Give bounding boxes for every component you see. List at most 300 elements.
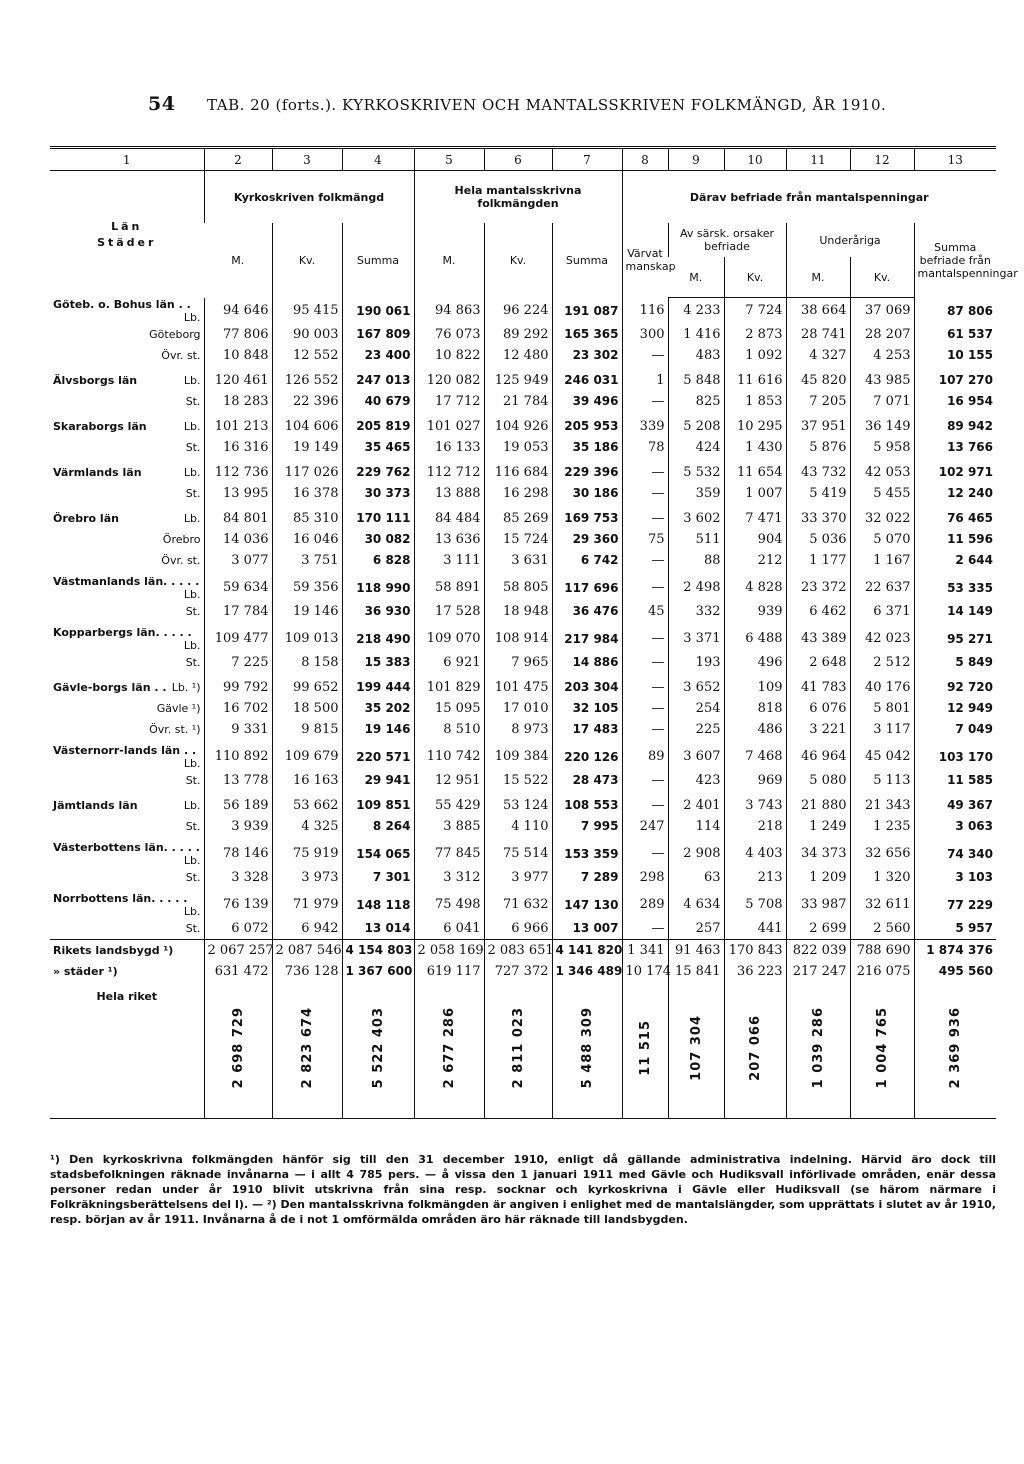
table-cell: 6 371 [850, 601, 914, 622]
row-sub-label: Lb. [183, 798, 201, 812]
table-row [50, 795, 996, 816]
table-cell: 4 828 [724, 575, 786, 601]
table-cell: 8 264 [342, 816, 414, 837]
row-label [50, 601, 204, 622]
table-cell: 298 [622, 867, 668, 888]
table-cell: 6 828 [342, 550, 414, 571]
table-cell: 727 372 [484, 961, 552, 982]
table-cell: 3 973 [272, 867, 342, 888]
table-row [50, 677, 996, 698]
table-cell: 2 087 546 [272, 939, 342, 961]
table-cell: 12 951 [414, 770, 484, 791]
row-sub-label: Lb. [183, 756, 201, 770]
table-cell: 120 082 [414, 370, 484, 391]
column-number: 7 [552, 148, 622, 171]
table-cell: 1 209 [786, 867, 850, 888]
table-cell: 167 809 [342, 324, 414, 345]
table-cell: 1 092 [724, 345, 786, 366]
table-cell: 5 080 [786, 770, 850, 791]
table-cell: 63 [668, 867, 724, 888]
table-cell: 22 396 [272, 391, 342, 412]
table-cell: 7 965 [484, 652, 552, 673]
row-county-name: Västerbottens län. . . . . [53, 840, 200, 854]
table-cell: 30 082 [342, 529, 414, 550]
table-cell: 1 177 [786, 550, 850, 571]
row-county-name: » städer ¹) [53, 964, 118, 978]
table-cell: 104 606 [272, 416, 342, 437]
table-cell: 75 919 [272, 841, 342, 867]
table-row [50, 626, 996, 652]
table-cell: 36 476 [552, 601, 622, 622]
column-number: 2 [204, 148, 272, 171]
table-cell: 4 141 820 [552, 939, 622, 961]
row-sub-label: St. [185, 394, 201, 408]
table-cell: 1 416 [668, 324, 724, 345]
kyrk-group-header: Kyrkoskriven folkmängd [204, 171, 414, 224]
table-cell: 116 [622, 298, 668, 324]
column-number: 12 [850, 148, 914, 171]
table-cell: 10 848 [204, 345, 272, 366]
table-cell: 7 468 [724, 744, 786, 770]
row-county-name: Älvsborgs län [53, 373, 138, 387]
table-cell: 12 949 [914, 698, 996, 719]
table-cell: 3 885 [414, 816, 484, 837]
table-cell: — [622, 508, 668, 529]
table-header [50, 148, 1018, 298]
table-cell: 3 077 [204, 550, 272, 571]
column-number: 4 [342, 148, 414, 171]
table-cell: 19 053 [484, 437, 552, 458]
table-cell: 1 [622, 370, 668, 391]
column-number: 13 [914, 148, 996, 171]
table-cell: 631 472 [204, 961, 272, 982]
row-sub-label: Gävle ¹) [156, 701, 201, 715]
row-sub-label: Övr. st. [161, 348, 201, 362]
table-cell: 424 [668, 437, 724, 458]
table-cell: 96 224 [484, 298, 552, 324]
hela-riket-cell [552, 982, 622, 1119]
table-cell: 5 958 [850, 437, 914, 458]
row-sub-label: Lb. [183, 419, 201, 433]
hela-riket-row [50, 982, 996, 1119]
table-cell: 483 [668, 345, 724, 366]
table-cell: 11 596 [914, 529, 996, 550]
hela-riket-value: 2 823 674 [299, 1006, 315, 1089]
table-cell: 76 139 [204, 892, 272, 918]
row-sub-label: St. [185, 486, 201, 500]
table-cell: 3 607 [668, 744, 724, 770]
table-cell: 117 026 [272, 462, 342, 483]
table-row [50, 416, 996, 437]
table-cell: 5 876 [786, 437, 850, 458]
table-cell: 118 990 [342, 575, 414, 601]
table-cell: 19 146 [272, 601, 342, 622]
table-cell: 205 953 [552, 416, 622, 437]
table-cell: 339 [622, 416, 668, 437]
table-cell: 1 167 [850, 550, 914, 571]
table-cell: 120 461 [204, 370, 272, 391]
table-cell: 23 400 [342, 345, 414, 366]
hela-riket-value: 5 488 309 [579, 1006, 595, 1089]
table-cell: 5 957 [914, 918, 996, 940]
table-cell: 2 908 [668, 841, 724, 867]
row-sub-label: St. [185, 819, 201, 833]
table-cell: 5 419 [786, 483, 850, 504]
table-cell: 109 851 [342, 795, 414, 816]
table-cell: 6 488 [724, 626, 786, 652]
table-cell: 3 977 [484, 867, 552, 888]
table-row [50, 770, 996, 791]
row-label [50, 816, 204, 837]
table-cell: 5 036 [786, 529, 850, 550]
underariga-header: Underåriga [786, 223, 914, 257]
table-cell: 16 702 [204, 698, 272, 719]
table-cell: 289 [622, 892, 668, 918]
hela-riket-value: 2 677 286 [441, 1006, 457, 1089]
table-cell: 117 696 [552, 575, 622, 601]
table-cell: 32 656 [850, 841, 914, 867]
table-cell: 496 [724, 652, 786, 673]
table-cell: 35 465 [342, 437, 414, 458]
table-cell: 75 514 [484, 841, 552, 867]
table-cell: 56 189 [204, 795, 272, 816]
table-cell: 59 356 [272, 575, 342, 601]
table-cell: 3 103 [914, 867, 996, 888]
table-cell: 37 951 [786, 416, 850, 437]
row-county-name: Värmlands län [53, 465, 142, 479]
hela-riket-cell [850, 982, 914, 1119]
column-number: 5 [414, 148, 484, 171]
table-cell: 2 644 [914, 550, 996, 571]
column-number: 11 [786, 148, 850, 171]
table-cell: 13 014 [342, 918, 414, 940]
table-row [50, 744, 996, 770]
table-cell: 486 [724, 719, 786, 740]
table-cell: 109 070 [414, 626, 484, 652]
row-sub-label: St. [185, 773, 201, 787]
table-cell: 5 801 [850, 698, 914, 719]
table-cell: 16 316 [204, 437, 272, 458]
table-cell: 45 [622, 601, 668, 622]
row-label [50, 892, 204, 918]
table-cell: 3 221 [786, 719, 850, 740]
table-cell: 101 475 [484, 677, 552, 698]
table-cell: — [622, 770, 668, 791]
page-header [148, 93, 886, 115]
summa-befriade-header: Summa befriade från mantalspenningar [914, 223, 996, 298]
table-cell: 14 886 [552, 652, 622, 673]
table-cell: 1 346 489 [552, 961, 622, 982]
table-cell: 1 007 [724, 483, 786, 504]
row-label [50, 652, 204, 673]
table-cell: 4 327 [786, 345, 850, 366]
row-label [50, 529, 204, 550]
hela-riket-cell [414, 982, 484, 1119]
mantal-kv-header: Kv. [484, 223, 552, 298]
table-cell: 511 [668, 529, 724, 550]
table-cell: 6 462 [786, 601, 850, 622]
table-cell: 42 053 [850, 462, 914, 483]
table-cell: 109 [724, 677, 786, 698]
table-cell: 61 537 [914, 324, 996, 345]
hela-riket-cell [204, 982, 272, 1119]
table-cell: 6 742 [552, 550, 622, 571]
table-row [50, 918, 996, 940]
table-cell: 112 712 [414, 462, 484, 483]
table-cell: 16 954 [914, 391, 996, 412]
table-cell: 84 484 [414, 508, 484, 529]
table-cell: 112 736 [204, 462, 272, 483]
table-cell: 55 429 [414, 795, 484, 816]
table-cell: 19 146 [342, 719, 414, 740]
column-number-row [50, 148, 996, 171]
table-cell: — [622, 698, 668, 719]
row-label [50, 939, 204, 961]
row-county-name: Göteb. o. Bohus län . . [53, 297, 191, 311]
table-cell: 42 023 [850, 626, 914, 652]
table-cell: 109 679 [272, 744, 342, 770]
table-cell: 332 [668, 601, 724, 622]
table-cell: 16 378 [272, 483, 342, 504]
table-cell: 8 973 [484, 719, 552, 740]
table-cell: 116 684 [484, 462, 552, 483]
table-cell: 89 942 [914, 416, 996, 437]
table-cell: 218 490 [342, 626, 414, 652]
table-cell: 3 117 [850, 719, 914, 740]
table-cell: 59 634 [204, 575, 272, 601]
table-cell: 28 473 [552, 770, 622, 791]
table-cell: 88 [668, 550, 724, 571]
column-number: 8 [622, 148, 668, 171]
table-cell: 37 069 [850, 298, 914, 324]
row-label [50, 770, 204, 791]
table-cell: 53 124 [484, 795, 552, 816]
table-cell: 74 340 [914, 841, 996, 867]
hela-riket-label: Hela riket [50, 982, 204, 1119]
table-cell: 2 498 [668, 575, 724, 601]
under-kv-header: Kv. [850, 257, 914, 298]
table-cell: 495 560 [914, 961, 996, 982]
table-cell: 193 [668, 652, 724, 673]
table-cell: 49 367 [914, 795, 996, 816]
table-cell: 32 611 [850, 892, 914, 918]
table-cell: 7 289 [552, 867, 622, 888]
row-sub-label: Lb. [183, 904, 201, 918]
table-cell: 3 312 [414, 867, 484, 888]
row-label [50, 483, 204, 504]
table-row [50, 391, 996, 412]
table-cell: 32 105 [552, 698, 622, 719]
table-cell: 109 477 [204, 626, 272, 652]
table-cell: 45 042 [850, 744, 914, 770]
table-cell: 220 126 [552, 744, 622, 770]
table-cell: 17 010 [484, 698, 552, 719]
row-label [50, 370, 204, 391]
table-cell: 4 634 [668, 892, 724, 918]
table-cell: — [622, 483, 668, 504]
table-cell: 247 [622, 816, 668, 837]
table-body [50, 298, 996, 1119]
table-cell: 217 984 [552, 626, 622, 652]
table-cell: 40 176 [850, 677, 914, 698]
table-cell: 53 662 [272, 795, 342, 816]
row-sub-label: Övr. st. [161, 553, 201, 567]
table-cell: 7 995 [552, 816, 622, 837]
table-cell: 23 372 [786, 575, 850, 601]
column-number: 3 [272, 148, 342, 171]
row-county-name: Jämtlands län [53, 798, 138, 812]
table-cell: 1 367 600 [342, 961, 414, 982]
table-cell: 110 742 [414, 744, 484, 770]
table-cell: 16 046 [272, 529, 342, 550]
table-cell: 205 819 [342, 416, 414, 437]
hela-riket-value: 2 369 936 [947, 1006, 963, 1089]
table-cell: 75 498 [414, 892, 484, 918]
hela-riket-value: 107 304 [688, 1014, 704, 1081]
table-cell: 4 325 [272, 816, 342, 837]
table-cell: — [622, 652, 668, 673]
table-cell: 2 873 [724, 324, 786, 345]
table-cell: 75 [622, 529, 668, 550]
table-cell: 16 163 [272, 770, 342, 791]
table-cell: 17 528 [414, 601, 484, 622]
table-cell: 14 149 [914, 601, 996, 622]
table-cell: 19 149 [272, 437, 342, 458]
table-cell: 12 240 [914, 483, 996, 504]
row-sub-label: St. [185, 870, 201, 884]
row-label [50, 324, 204, 345]
column-number: 6 [484, 148, 552, 171]
table-cell: 213 [724, 867, 786, 888]
table-row [50, 508, 996, 529]
table-cell: 35 186 [552, 437, 622, 458]
table-cell: 87 806 [914, 298, 996, 324]
table-cell: 77 229 [914, 892, 996, 918]
table-cell: 257 [668, 918, 724, 940]
table-cell: 77 806 [204, 324, 272, 345]
mantal-m-header: M. [414, 223, 484, 298]
row-county-name: Västmanlands län. . . . . [53, 574, 200, 588]
table-cell: 21 880 [786, 795, 850, 816]
table-cell: 28 207 [850, 324, 914, 345]
table-cell: 95 415 [272, 298, 342, 324]
population-table [50, 146, 1018, 1119]
under-m-header: M. [786, 257, 850, 298]
page-number: 54 [148, 93, 176, 115]
table-cell: 736 128 [272, 961, 342, 982]
table-cell: 76 465 [914, 508, 996, 529]
table-cell: 53 335 [914, 575, 996, 601]
table-cell: 10 295 [724, 416, 786, 437]
table-cell: 3 631 [484, 550, 552, 571]
table-cell: 3 939 [204, 816, 272, 837]
table-cell: 91 463 [668, 939, 724, 961]
table-cell: 4 110 [484, 816, 552, 837]
table-cell: 4 233 [668, 298, 724, 324]
table-cell: 1 430 [724, 437, 786, 458]
table-cell: 3 743 [724, 795, 786, 816]
row-label [50, 795, 204, 816]
table-cell: 6 921 [414, 652, 484, 673]
table-cell: 4 253 [850, 345, 914, 366]
table-cell: — [622, 841, 668, 867]
table-cell: 18 283 [204, 391, 272, 412]
table-cell: 11 616 [724, 370, 786, 391]
table-cell: 94 863 [414, 298, 484, 324]
row-sub-label: Lb. ¹) [171, 680, 201, 694]
table-row [50, 892, 996, 918]
hela-riket-value: 207 066 [747, 1014, 763, 1081]
table-cell: 114 [668, 816, 724, 837]
table-cell: 39 496 [552, 391, 622, 412]
table-cell: 76 073 [414, 324, 484, 345]
table-cell: 18 500 [272, 698, 342, 719]
table-cell: 10 155 [914, 345, 996, 366]
header-group-row [50, 171, 996, 224]
row-label [50, 744, 204, 770]
row-label [50, 841, 204, 867]
table-cell: 85 269 [484, 508, 552, 529]
table-cell: 2 401 [668, 795, 724, 816]
column-number: 9 [668, 148, 724, 171]
table-cell: 95 271 [914, 626, 996, 652]
table-cell: 15 383 [342, 652, 414, 673]
table-cell: 89 292 [484, 324, 552, 345]
table-cell: 1 249 [786, 816, 850, 837]
table-cell: 13 778 [204, 770, 272, 791]
table-cell: 3 652 [668, 677, 724, 698]
sarsk-m-header: M. [668, 257, 724, 298]
table-cell: 35 202 [342, 698, 414, 719]
table-cell: 170 843 [724, 939, 786, 961]
hela-riket-cell [342, 982, 414, 1119]
table-cell: 126 552 [272, 370, 342, 391]
table-row [50, 437, 996, 458]
table-cell: 153 359 [552, 841, 622, 867]
row-county-name: Skaraborgs län [53, 419, 147, 433]
table-cell: 154 065 [342, 841, 414, 867]
mantal-group-header: Hela mantalsskrivna folkmängden [414, 171, 622, 224]
table-cell: 1 874 376 [914, 939, 996, 961]
table-cell: 30 186 [552, 483, 622, 504]
table-cell: 34 373 [786, 841, 850, 867]
table-cell: 101 027 [414, 416, 484, 437]
table-cell: 170 111 [342, 508, 414, 529]
hela-riket-value: 2 811 023 [510, 1006, 526, 1089]
table-row [50, 324, 996, 345]
row-county-name: Kopparbergs län. . . . . [53, 625, 192, 639]
table-cell: 8 158 [272, 652, 342, 673]
table-row [50, 370, 996, 391]
table-cell: 939 [724, 601, 786, 622]
table-cell: 216 075 [850, 961, 914, 982]
table-cell: 7 724 [724, 298, 786, 324]
befriade-group-header: Därav befriade från mantalspenningar [622, 171, 996, 224]
table-cell: 32 022 [850, 508, 914, 529]
sarsk-kv-header: Kv. [724, 257, 786, 298]
varvat-manskap-header: Värvat manskap [622, 223, 668, 298]
table-cell: — [622, 391, 668, 412]
table-cell: 13 007 [552, 918, 622, 940]
table-cell: 6 076 [786, 698, 850, 719]
table-cell: 36 149 [850, 416, 914, 437]
table-row [50, 652, 996, 673]
row-label [50, 508, 204, 529]
table-cell: 5 848 [668, 370, 724, 391]
hela-riket-value: 1 039 286 [810, 1006, 826, 1089]
table-row [50, 867, 996, 888]
row-sub-label: Lb. [183, 638, 201, 652]
